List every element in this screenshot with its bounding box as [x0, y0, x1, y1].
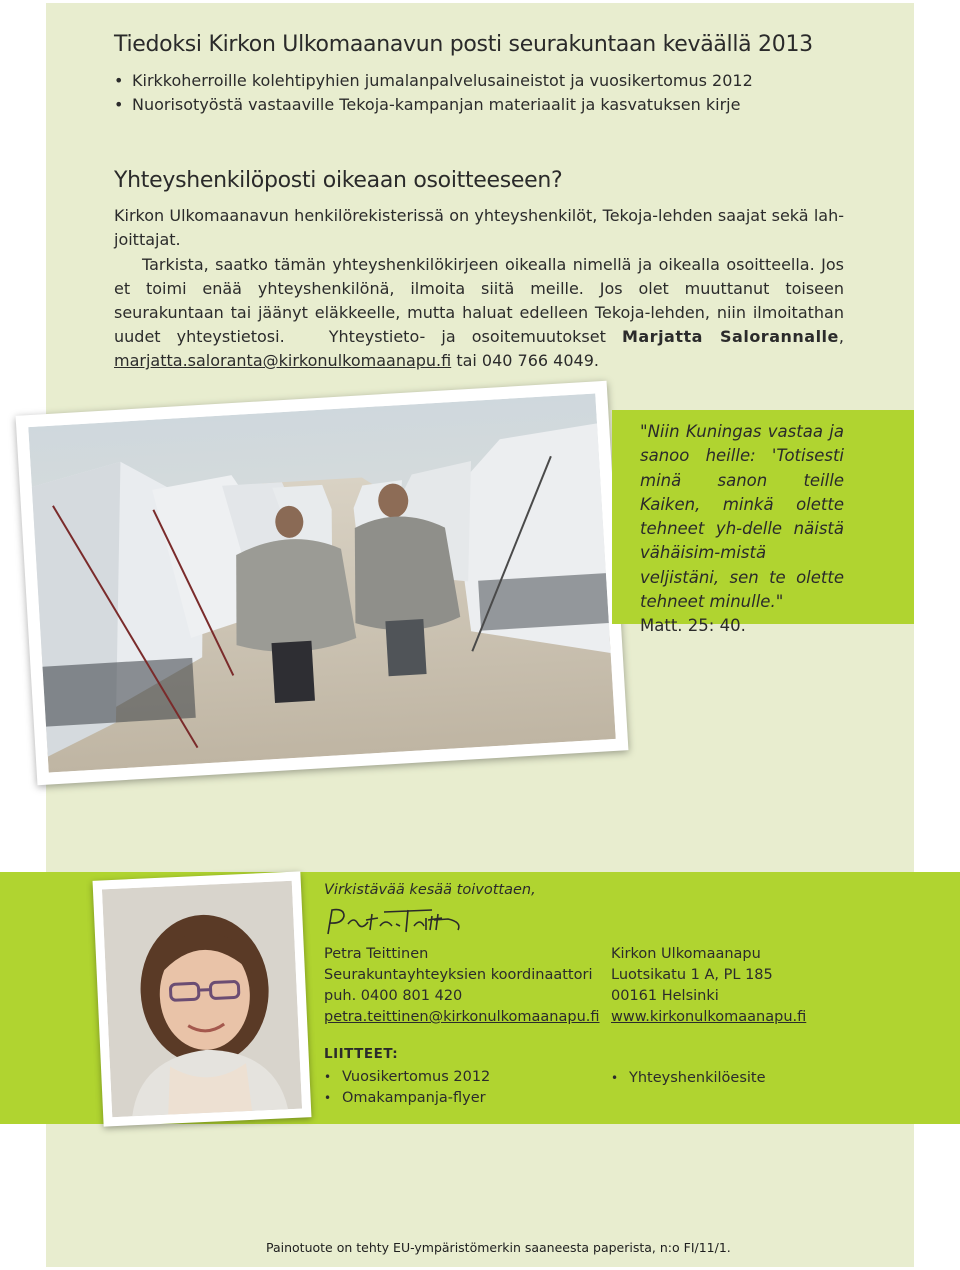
organization-website-link[interactable]: www.kirkonulkomaanapu.fi	[611, 1009, 807, 1025]
organization-name: Kirkon Ulkomaanapu	[611, 946, 761, 962]
quote-text: "Niin Kuningas vastaa ja sanoo heille: 'Totisesti minä sanon teille Kaiken, minkä olette tehneet yh-delle näistä vähäisim-mistä veljistäni, sen te olette tehneet minulle."	[640, 422, 844, 612]
portrait-photo-image	[102, 881, 302, 1117]
person-name: Petra Teittinen	[324, 946, 429, 962]
person-email-link[interactable]: petra.teittinen@kirkonulkomaanapu.fi	[324, 1009, 600, 1025]
list-item: • Nuorisotyöstä vastaaville Tekoja-kampanjan materiaalit ja kasvatuksen kirje	[114, 93, 753, 117]
organization-contact-block	[611, 944, 806, 1028]
mail-info-heading: Tiedoksi Kirkon Ulkomaanavun posti seurakuntaan keväällä 2013	[114, 32, 813, 57]
contact-mail-heading: Yhteyshenkilöposti oikeaan osoitteeseen?	[114, 168, 563, 193]
refugee-camp-photo	[16, 381, 629, 785]
changes-label: Yhteystieto- ja osoitemuutokset	[328, 327, 606, 346]
person-phone: puh. 0400 801 420	[324, 988, 463, 1004]
list-item: • Vuosikertomus 2012	[324, 1067, 490, 1088]
organization-postal: 00161 Helsinki	[611, 988, 719, 1004]
list-item: • Yhteyshenkilöesite	[611, 1068, 766, 1089]
greeting: Virkistävää kesää toivottaen,	[324, 882, 536, 898]
list-item: • Omakampanja-flyer	[324, 1088, 490, 1109]
check-address-paragraph: Tarkista, saatko tämän yhteyshenkilökirjeen oikealla nimellä ja oikealla osoitteella. Jos et toimi enää yhteyshenkilönä, ilmoita siitä meille. Jos olet muuttanut toiseen seurakuntaan tai jäänyt eläkkeelle, mutta haluat edelleen Tekoja-lehden, niin ilmoitathan uudet yhteystietosi. Yhteystieto- ja osoitemuutokset Marjatta Salorannalle, marjatta.saloranta@kirkonulkomaanapu.fi tai 040 766 4049.	[114, 255, 844, 370]
handwritten-signature	[322, 904, 472, 940]
organization-street: Luotsikatu 1 A, PL 185	[611, 967, 773, 983]
check-address-text: Tarkista, saatko tämän yhteyshenkilökirjeen oikealla nimellä ja oikealla osoitteella. Jos et toimi enää yhteyshenkilönä, ilmoita siitä meille. Jos olet muuttanut toiseen seurakuntaan tai jäänyt eläkkeelle, mutta haluat edelleen Tekoja-lehden, niin ilmoitathan uudet yhteystietosi.	[114, 255, 844, 346]
contact-person-name: Marjatta Salorannalle	[621, 327, 839, 346]
mail-info-list	[114, 69, 753, 117]
bible-quote	[640, 420, 844, 639]
contact-email-link[interactable]: marjatta.saloranta@kirkonulkomaanapu.fi	[114, 351, 452, 370]
quote-reference: Matt. 25: 40.	[640, 616, 746, 636]
list-item: • Kirkkoherroille kolehtipyhien jumalanpalvelusaineistot ja vuosikertomus 2012	[114, 69, 753, 93]
bible-quote-box	[612, 410, 914, 636]
attachments-title: LIITTEET:	[324, 1046, 399, 1062]
refugee-camp-photo-image	[28, 393, 616, 772]
portrait-photo	[93, 871, 312, 1126]
person-title: Seurakuntayhteyksien koordinaattori	[324, 967, 593, 983]
person-contact-block	[324, 944, 600, 1028]
attachments-list-right	[611, 1068, 766, 1089]
registry-paragraph: Kirkon Ulkomaanavun henkilörekisterissä on yhteyshenkilöt, Tekoja-lehden saajat sekä lah-joittajat.	[114, 206, 844, 249]
footer-eco-note: Painotuote on tehty EU-ympäristömerkin saaneesta paperista, n:o FI/11/1.	[266, 1240, 731, 1255]
attachments-list-left	[324, 1067, 490, 1109]
contact-phone-text: tai 040 766 4049.	[456, 351, 599, 370]
